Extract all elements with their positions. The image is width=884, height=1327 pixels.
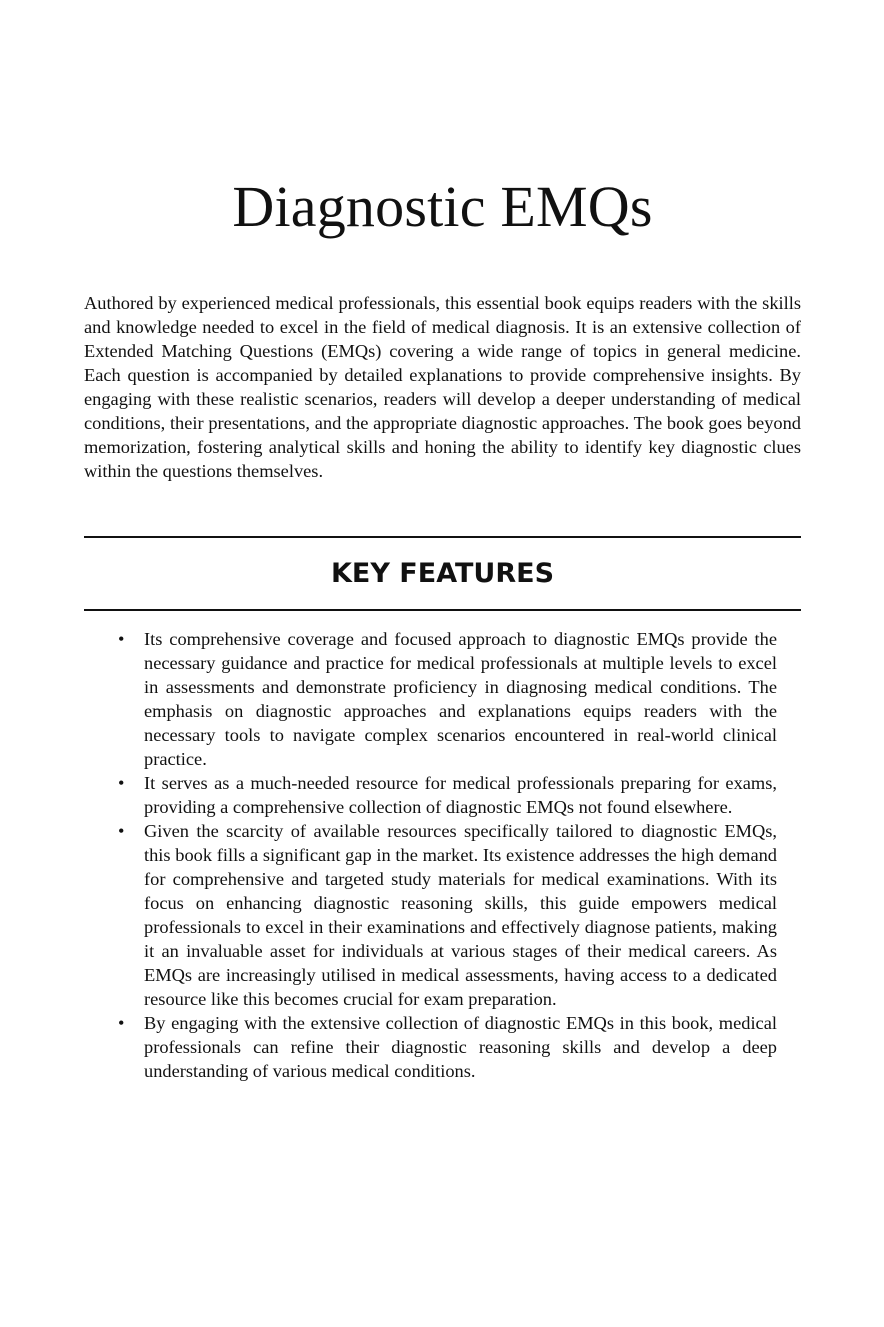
list-item-text: Its comprehensive coverage and focused approach to diagnostic EMQs provide the necessary guidance and practice for medical professionals at multiple levels to excel in assessments and demonstrate proficiency in diagnosing medical conditions. The emphasis on diagnostic approaches and explanations equips readers with the necessary tools to navigate complex scenarios encountered in real-world clinical practice. [144,629,777,769]
key-features-heading: KEY FEATURES [330,558,555,589]
bullet-icon: • [118,821,125,841]
list-item [118,1011,777,1083]
bullet-icon: • [118,629,125,649]
section-divider-bottom [84,609,801,611]
book-title: Diagnostic EMQs [232,174,653,239]
key-features-list [118,627,777,1083]
bullet-icon: • [118,773,125,793]
intro-paragraph: Authored by experienced medical professionals, this essential book equips readers with the skills and knowledge needed to excel in the field of medical diagnosis. It is an extensive collection of Extended Matching Questions (EMQs) covering a wide range of topics in general medicine. Each question is accompanied by detailed explanations to provide comprehensive insights. By engaging with these realistic scenarios, readers will develop a deeper understanding of medical conditions, their presentations, and the appropriate diagnostic approaches. The book goes beyond memorization, fostering analytical skills and honing the ability to identify key diagnostic clues within the questions themselves. [84,293,801,481]
list-item [118,771,777,819]
bullet-icon: • [118,1013,125,1033]
section-divider-top [84,536,801,538]
list-item-text: It serves as a much-needed resource for medical professionals preparing for exams, providing a comprehensive collection of diagnostic EMQs not found elsewhere. [144,773,777,817]
list-item-text: Given the scarcity of available resources specifically tailored to diagnostic EMQs, this book fills a significant gap in the market. Its existence addresses the high demand for comprehensive and targeted study materials for medical examinations. With its focus on enhancing diagnostic reasoning skills, this guide empowers medical professionals to excel in their examinations and effectively diagnose patients, making it an invaluable asset for individuals at various stages of their medical careers. As EMQs are increasingly utilised in medical assessments, having access to a dedicated resource like this becomes crucial for exam preparation. [144,821,777,1009]
list-item-text: By engaging with the extensive collection of diagnostic EMQs in this book, medical professionals can refine their diagnostic reasoning skills and develop a deep understanding of various medical conditions. [144,1013,777,1081]
list-item [118,627,777,771]
list-item [118,819,777,1011]
